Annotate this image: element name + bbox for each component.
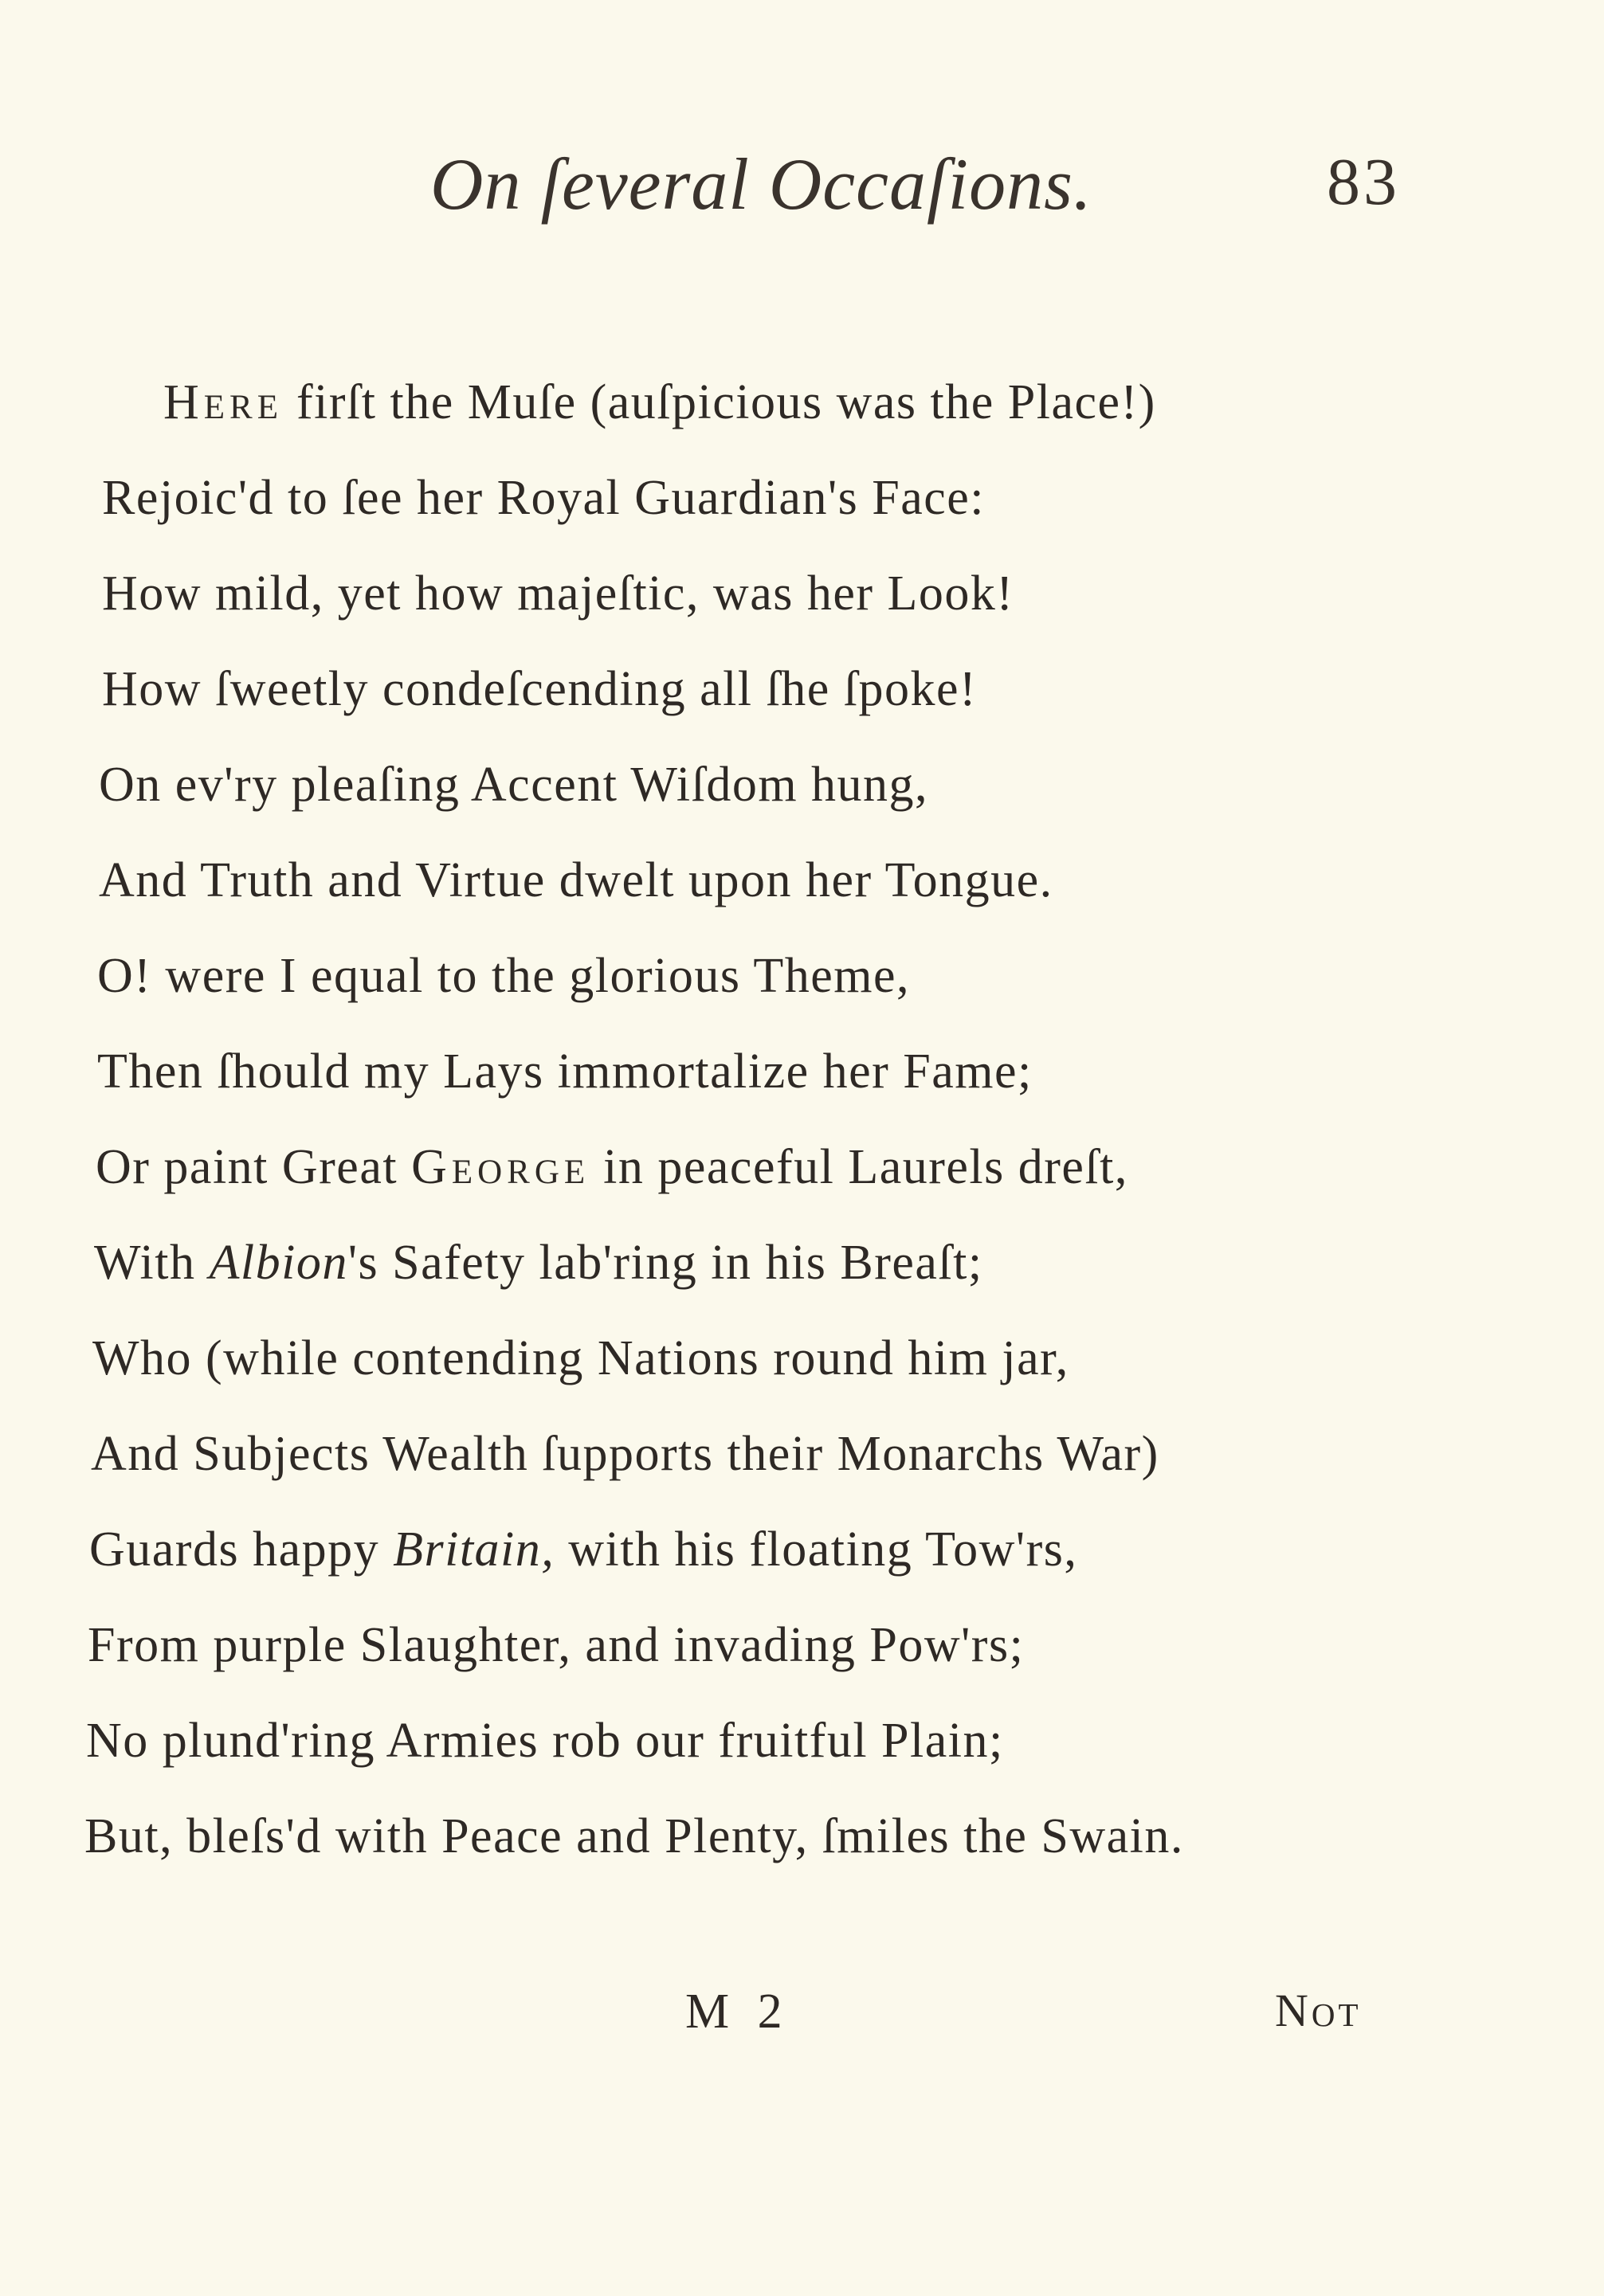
poem-line-9: Or paint Great George in peaceful Laurels dreſt, [96,1140,1128,1194]
page-number: 83 [1327,145,1400,219]
name-george: George [411,1140,590,1194]
poem-line-13: Guards happy Britain, with his floating Tow'rs, [89,1522,1078,1577]
running-head [0,142,1604,237]
name-britain: Britain, [393,1522,555,1577]
page-footer [0,1976,1604,2055]
signature-mark: M 2 [685,1985,790,2039]
poem-line-11: Who (while contending Nations round him jar, [92,1331,1069,1385]
poem-line-1: Here firſt the Muſe (auſpicious was the Place!) [163,375,1156,429]
initial-word: Here [163,375,283,429]
poem-line-3: How mild, yet how majeſtic, was her Look! [102,566,1014,621]
name-albion: Albion [209,1236,348,1290]
poem-line-16: But, bleſs'd with Peace and Plenty, ſmiles the Swain. [84,1809,1184,1863]
poem-line-10: With Albion's Safety lab'ring in his Breaſt; [94,1236,983,1290]
page-title: On ſeveral Occaſions. [430,143,1092,225]
poem-line-8: Then ſhould my Lays immortalize her Fame; [97,1044,1033,1099]
poem-line-7: O! were I equal to the glorious Theme, [97,949,910,1003]
poem-line-15: No plund'ring Armies rob our fruitful Plain; [86,1714,1004,1768]
poem-line-6: And Truth and Virtue dwelt upon her Tongue. [99,853,1053,907]
poem-line-2: Rejoic'd to ſee her Royal Guardian's Face: [102,471,986,525]
poem-line-14: From purple Slaughter, and invading Pow'rs; [88,1618,1025,1672]
poem-line-12: And Subjects Wealth ſupports their Monarchs War) [91,1427,1159,1481]
catchword: Not [1275,1985,1362,2036]
poem-line-4: How ſweetly condeſcending all ſhe ſpoke! [102,662,978,716]
poem-line-5: On ev'ry pleaſing Accent Wiſdom hung, [99,758,929,812]
